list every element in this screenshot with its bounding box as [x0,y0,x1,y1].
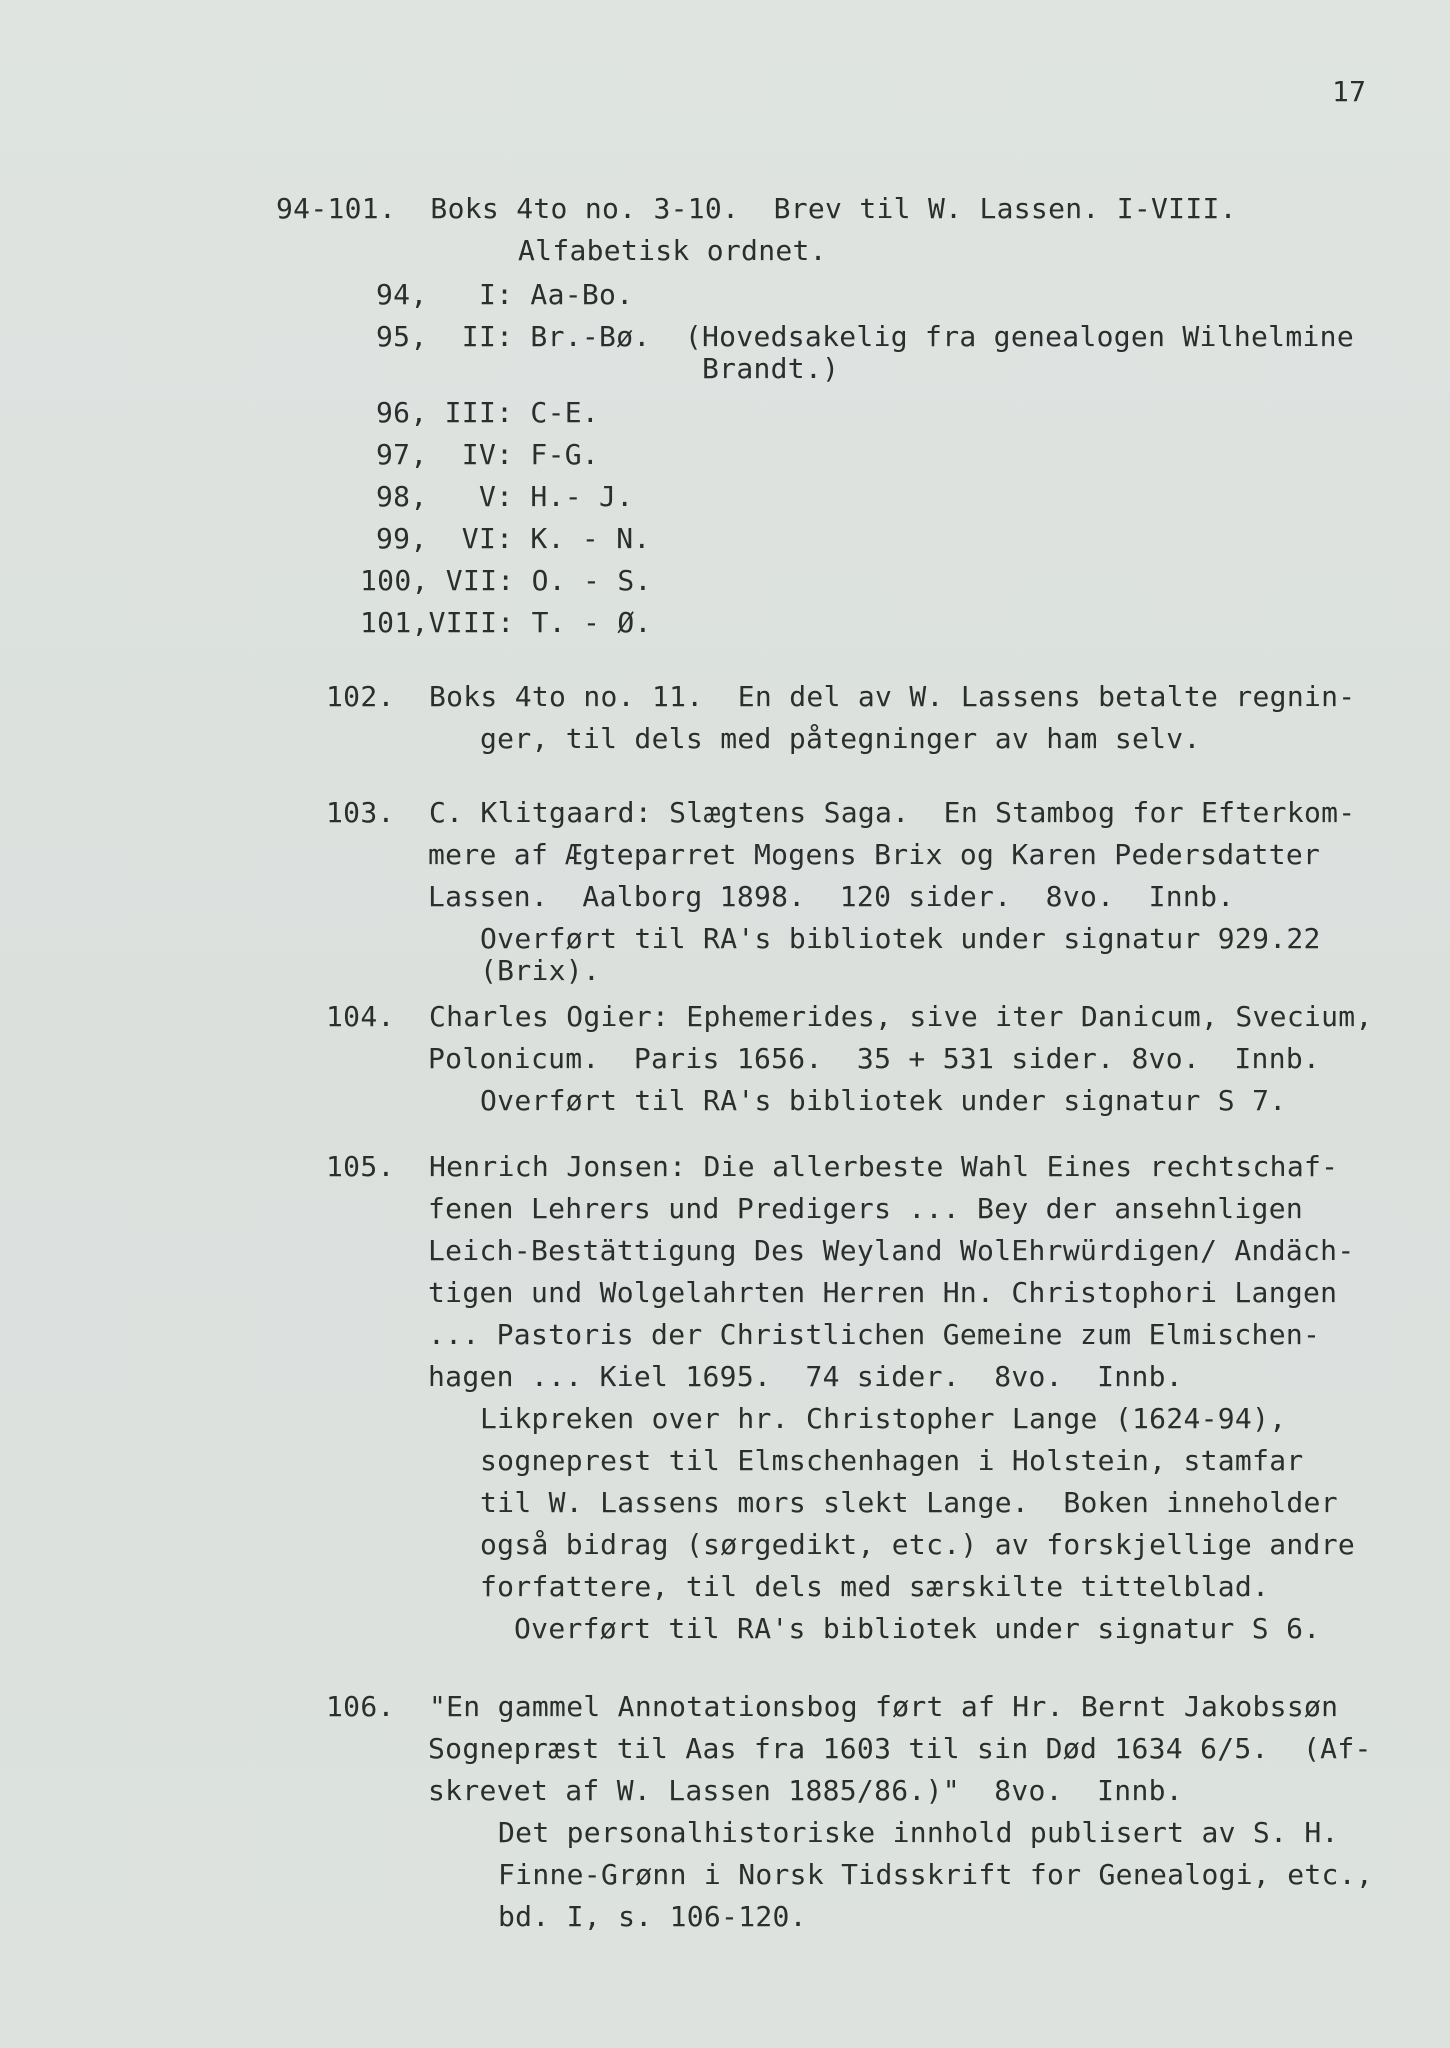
entry-105-note-4: også bidrag (sørgedikt, etc.) av forskjellige andre [480,1528,1356,1561]
entry-105-line-3: Leich-Bestättigung Des Weyland WolEhrwürdigen/ Andäch- [428,1234,1355,1267]
page-number: 17 [1332,75,1367,108]
sub-entry-101: 101,VIII: T. - Ø. [360,606,652,639]
entry-103-note-1: Overført til RA's bibliotek under signatur 929.22 [480,922,1321,955]
entry-102-line-2: ger, til dels med påtegninger av ham selv. [480,722,1201,755]
entry-106-note-3: bd. I, s. 106-120. [498,1900,807,1933]
sub-entry-95: 95, II: Br.-Bø. (Hovedsakelig fra genealogen Wilhelmine [376,320,1354,353]
sub-entry-98: 98, V: H.- J. [376,480,634,513]
entry-102-line-1: 102. Boks 4to no. 11. En del av W. Lassens betalte regnin- [326,680,1356,713]
entry-104-note: Overført til RA's bibliotek under signatur S 7. [480,1084,1287,1117]
entry-105-note-1: Likpreken over hr. Christopher Lange (1624-94), [480,1402,1287,1435]
entry-106-line-1: 106. "En gammel Annotationsbog ført af Hr. Bernt Jakobssøn [326,1690,1339,1723]
entry-104-line-2: Polonicum. Paris 1656. 35 + 531 sider. 8vo. Innb. [428,1042,1321,1075]
entry-105-line-4: tigen und Wolgelahrten Herren Hn. Christophori Langen [428,1276,1338,1309]
sub-entry-99: 99, VI: K. - N. [376,522,651,555]
sub-entry-100: 100, VII: O. - S. [360,564,652,597]
entry-103-line-3: Lassen. Aalborg 1898. 120 sider. 8vo. Innb. [428,880,1235,913]
entry-105-line-6: hagen ... Kiel 1695. 74 sider. 8vo. Innb. [428,1360,1183,1393]
sub-entry-97: 97, IV: F-G. [376,438,600,471]
entry-105-note-2: sogneprest til Elmschenhagen i Holstein, stamfar [480,1444,1304,1477]
entry-106-line-3: skrevet af W. Lassen 1885/86.)" 8vo. Innb. [428,1774,1183,1807]
entry-105-note-5: forfattere, til dels med særskilte tittelblad. [480,1570,1270,1603]
entry-105-line-1: 105. Henrich Jonsen: Die allerbeste Wahl Eines rechtschaf- [326,1150,1339,1183]
entry-106-note-1: Det personalhistoriske innhold publisert av S. H. [498,1816,1339,1849]
entry-103-line-1: 103. C. Klitgaard: Slægtens Saga. En Stambog for Efterkom- [326,796,1356,829]
sub-entry-94: 94, I: Aa-Bo. [376,278,634,311]
entry-105-note-3: til W. Lassens mors slekt Lange. Boken inneholder [480,1486,1338,1519]
entry-105-line-2: fenen Lehrers und Predigers ... Bey der ansehnligen [428,1192,1304,1225]
entry-94-101-line-2: Alfabetisk ordnet. [518,234,827,267]
entry-105-note-6: Overført til RA's bibliotek under signatur S 6. [514,1612,1321,1645]
entry-104-line-1: 104. Charles Ogier: Ephemerides, sive iter Danicum, Svecium, [326,1000,1373,1033]
sub-entry-96: 96, III: C-E. [376,396,600,429]
entry-106-line-2: Sognepræst til Aas fra 1603 til sin Død 1634 6/5. (Af- [428,1732,1372,1765]
sub-entry-95-cont: Brandt.) [702,352,840,385]
entry-106-note-2: Finne-Grønn i Norsk Tidsskrift for Genealogi, etc., [498,1858,1374,1891]
entry-103-line-2: mere af Ægteparret Mogens Brix og Karen Pedersdatter [428,838,1321,871]
entry-103-note-2: (Brix). [480,954,601,987]
entry-105-line-5: ... Pastoris der Christlichen Gemeine zum Elmischen- [428,1318,1321,1351]
entry-94-101-line-1: 94-101. Boks 4to no. 3-10. Brev til W. Lassen. I-VIII. [276,192,1237,225]
